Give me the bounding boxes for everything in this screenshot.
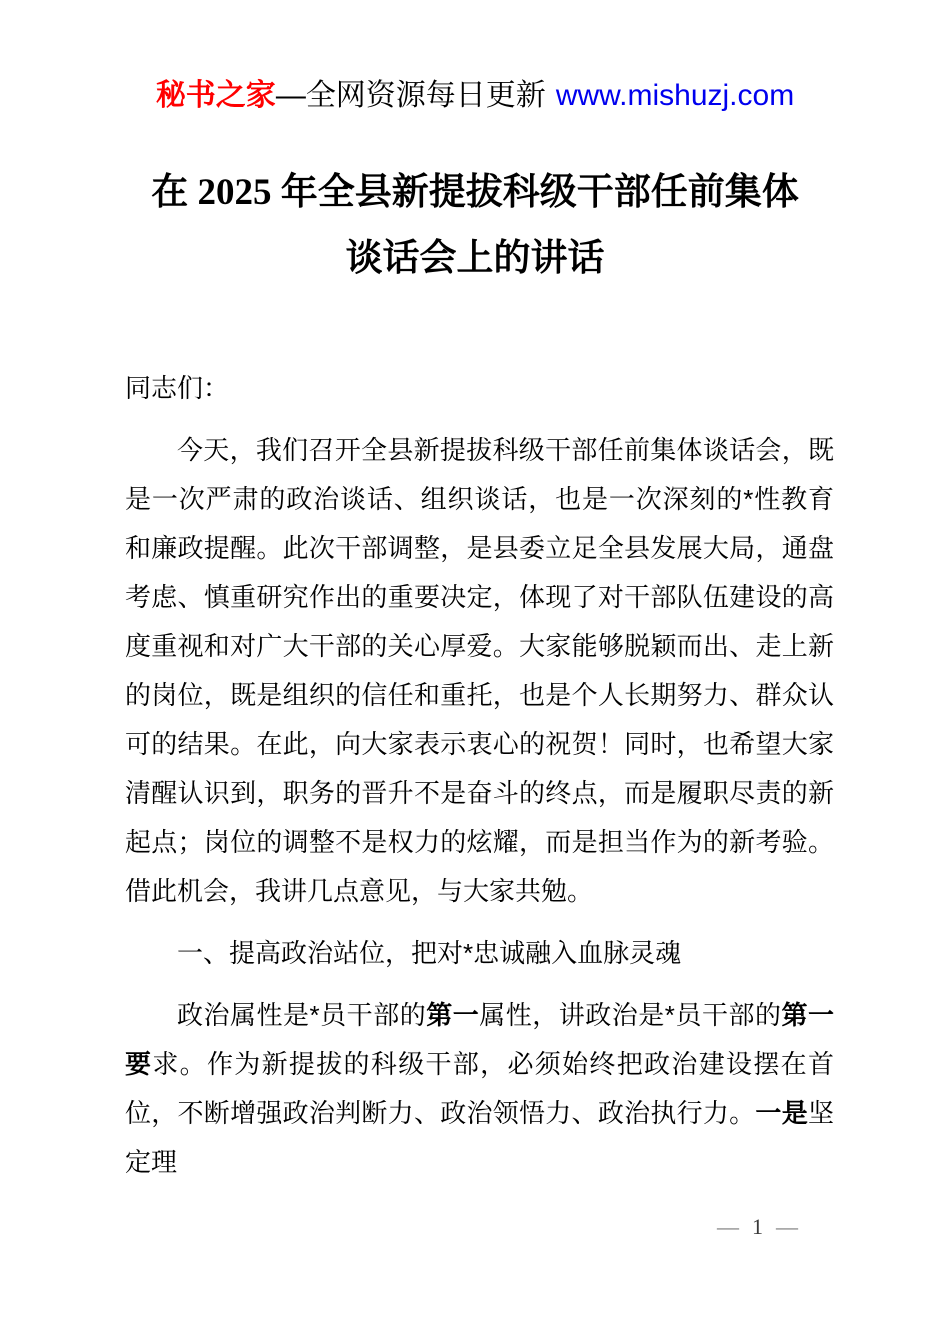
emphasis-text: 第一 [426,1000,480,1030]
body-text: 同志们： [125,373,230,403]
site-tagline: —全网资源每日更新 [275,79,546,112]
emphasis-text: 第一要 [125,1000,834,1079]
body-text: 坚定理 [125,1098,834,1177]
footer-right-dash: — [776,1214,798,1239]
body-text: 属性，讲政治是*员干部的 [479,1000,782,1030]
emphasis-text: 一是 [755,1098,808,1128]
document-title-line2: 谈话会上的讲话 [345,238,605,279]
footer-left-dash: — [717,1214,739,1239]
body-text: 政治属性是*员干部的 [177,1000,427,1030]
body-salutation [125,364,834,413]
document-title [0,160,950,292]
body-text: 求。作为新提拔的科级干部，必须始终把政治建设摆在首位，不断增强政治判断力、政治领悟力、政治执行力。 [125,1049,834,1128]
body-paragraph [125,991,834,1187]
body-text: 今天，我们召开全县新提拔科级干部任前集体谈话会，既是一次严肃的政治谈话、组织谈话，也是一次深刻的*性教育和廉政提醒。此次干部调整，是县委立足全县发展大局，通盘考虑、慎重研究作出的重要决定，体现了对干部队伍建设的高度重视和对广大干部的关心厚爱。大家能够脱颖而出、走上新的岗位，既是组织的信任和重托，也是个人长期努力、群众认可的结果。在此，向大家表示衷心的祝贺！同时，也希望大家清醒认识到，职务的晋升不是奋斗的终点，而是履职尽责的新起点；岗位的调整不是权力的炫耀，而是担当作为的新考验。借此机会，我讲几点意见，与大家共勉。 [125,435,834,906]
body-paragraph [125,426,834,916]
site-url-link[interactable]: www.mishuzj.com [555,79,795,112]
site-header [0,74,950,118]
page-number: 1 [752,1214,763,1239]
site-brand: 秘书之家 [155,79,276,112]
body-text: 一、提高政治站位，把对*忠诚融入血脉灵魂 [177,938,682,968]
section-heading [125,929,834,978]
document-body [125,364,834,1187]
document-title-line1: 在 2025 年全县新提拔科级干部任前集体 [151,172,799,213]
page-footer [0,1212,950,1242]
